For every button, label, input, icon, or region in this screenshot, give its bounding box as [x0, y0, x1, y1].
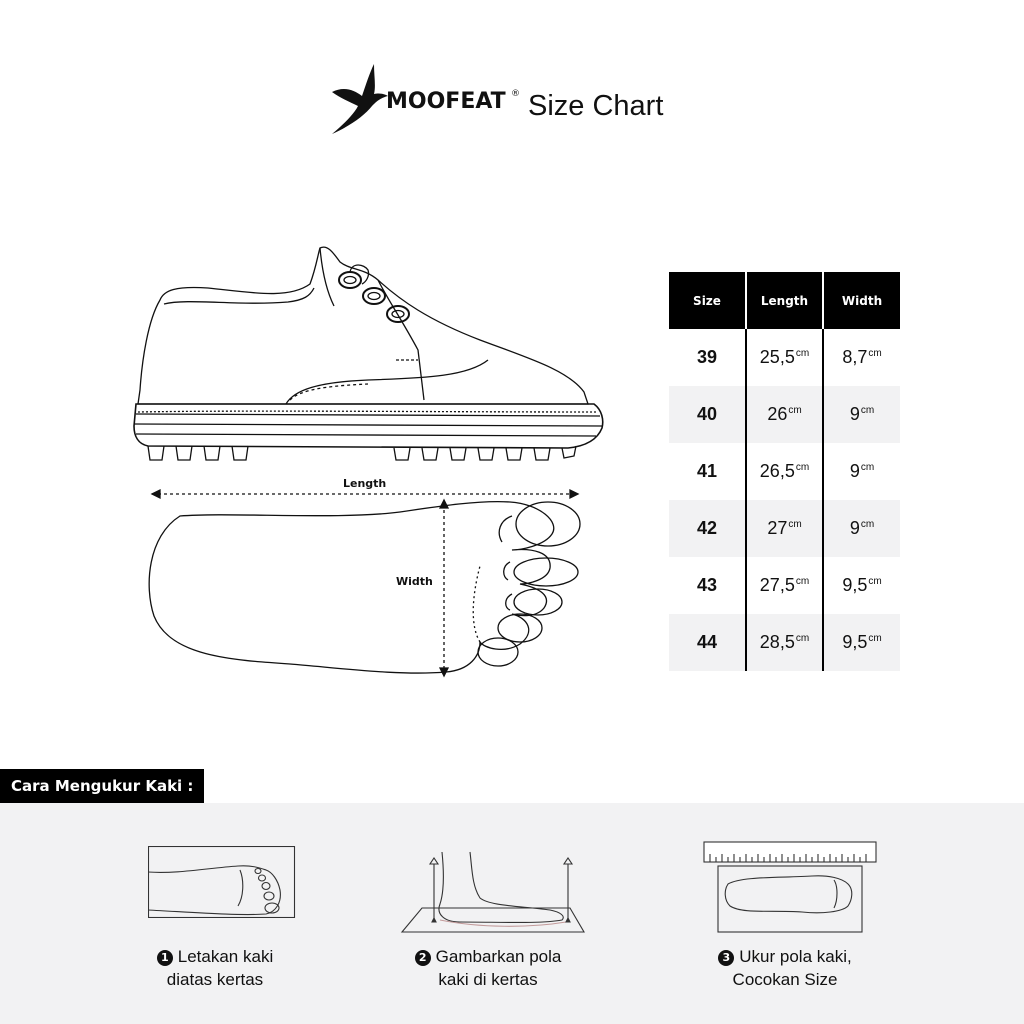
table-row — [669, 443, 900, 500]
measure-ruler-illustration — [702, 840, 878, 934]
width-label: Width — [393, 575, 436, 588]
size-cell: 44 — [669, 614, 746, 671]
length-cell: $26^{cm}$ — [746, 386, 823, 443]
length-label: Length — [340, 477, 389, 490]
how-to-measure-title: Cara Mengukur Kaki : — [0, 769, 204, 803]
table-row — [669, 557, 900, 614]
column-header-width: Width — [823, 272, 900, 329]
size-cell: 43 — [696, 575, 718, 595]
column-header-length: Length — [746, 272, 823, 329]
width-cell: $9^{cm}$ — [823, 500, 900, 557]
length-cell: $25,5^{cm}$ — [746, 329, 823, 386]
size-cell: 40 — [669, 386, 746, 443]
size-cell: 39 — [696, 347, 718, 367]
table-row — [669, 329, 900, 386]
width-cell: $8,7^{cm}$ — [823, 329, 900, 386]
step-2-caption: 2 Gambarkan pola kaki di kertas — [398, 945, 578, 991]
width-cell: $9,5^{cm}$ — [823, 614, 900, 671]
table-header-row — [669, 272, 900, 329]
size-cell: 42 — [669, 500, 746, 557]
table-row — [669, 614, 900, 671]
size-cell: 41 — [696, 461, 718, 481]
brand-name: MOOFEAT — [386, 89, 506, 114]
swallow-logo-icon — [330, 62, 390, 136]
table-row — [669, 500, 900, 557]
width-cell: $9,5^{cm}$ — [823, 557, 900, 614]
step-number-badge: 1 — [157, 950, 173, 966]
step-number-badge: 3 — [718, 950, 734, 966]
column-header-size: Size — [669, 272, 746, 329]
foot-on-paper-illustration — [148, 846, 296, 918]
length-cell: $28,5^{cm}$ — [746, 614, 823, 671]
width-cell: $9^{cm}$ — [823, 386, 900, 443]
length-cell: $26,5^{cm}$ — [746, 443, 823, 500]
page-title: Size Chart — [528, 90, 664, 122]
size-chart-table — [669, 272, 900, 671]
shoe-side-view-illustration — [128, 240, 608, 465]
step-number-badge: 2 — [415, 950, 431, 966]
step-1-caption: 1 Letakan kaki diatas kertas — [140, 945, 290, 991]
length-cell: $27^{cm}$ — [746, 500, 823, 557]
trace-foot-illustration — [400, 848, 585, 933]
registered-mark: ® — [511, 89, 520, 99]
width-cell: $9^{cm}$ — [823, 443, 900, 500]
table-row — [669, 386, 900, 443]
step-3-caption: 3 Ukur pola kaki, Cocokan Size — [700, 945, 870, 991]
length-cell: $27,5^{cm}$ — [746, 557, 823, 614]
foot-sole-illustration — [140, 476, 600, 686]
